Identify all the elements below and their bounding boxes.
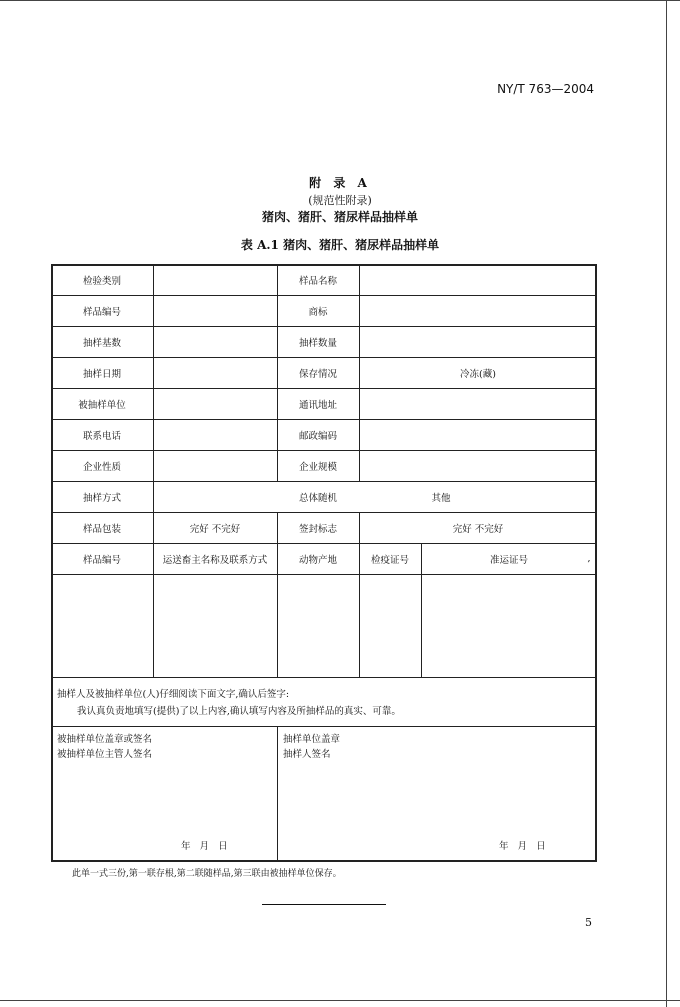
detail-header-transport-no: 准运证号 [489, 554, 528, 566]
row-6-right-label: 邮政编码 [298, 430, 337, 442]
appendix-subtitle: (规范性附录) [308, 194, 372, 207]
row-2-right-label: 商标 [308, 306, 328, 318]
row-4-right-value[interactable]: 冷冻(藏) [460, 368, 496, 380]
row-2-right-value[interactable] [359, 295, 597, 326]
row-5-right-label: 通讯地址 [298, 399, 337, 411]
detail-entry-origin[interactable] [277, 574, 359, 677]
end-rule [262, 904, 386, 905]
sampling-unit-seal[interactable]: 抽样单位盖章 [283, 734, 341, 745]
confirm-title: 抽样人及被抽样单位(人)仔细阅读下面文字,确认后签字: [57, 689, 290, 700]
row-5-value[interactable] [153, 388, 277, 419]
scan-edge-top [0, 0, 680, 1]
row-7-right-value[interactable] [359, 450, 597, 481]
detail-header-owner: 运送畜主名称及联系方式 [162, 554, 268, 566]
confirm-text: 我认真负责地填写(提供)了以上内容,确认填写内容及所抽样品的真实、可靠。 [77, 706, 401, 717]
scan-edge-bottom [0, 1000, 680, 1001]
row-1-right-value[interactable] [359, 264, 597, 295]
row-3-right-label: 抽样数量 [298, 337, 337, 349]
detail-entry-sample-no[interactable] [51, 574, 153, 677]
sampled-unit-seal[interactable]: 被抽样单位盖章或签名 [57, 734, 153, 745]
col-line [153, 481, 154, 512]
detail-header-origin: 动物产地 [298, 554, 337, 566]
document-code: NY/T 763—2004 [497, 82, 594, 96]
date-right[interactable]: 年 月 日 [499, 841, 546, 852]
appendix-name: 猪肉、猪肝、猪尿样品抽样单 [261, 210, 418, 224]
sampled-unit-manager-sign[interactable]: 被抽样单位主管人签名 [57, 749, 153, 760]
row-3-right-value[interactable] [359, 326, 597, 357]
detail-header-sample-no: 样品编号 [82, 554, 121, 566]
row-1-right-label: 样品名称 [298, 275, 337, 287]
row-4-label: 抽样日期 [82, 368, 121, 380]
row-6-value[interactable] [153, 419, 277, 450]
date-left[interactable]: 年 月 日 [181, 841, 228, 852]
appendix-title: 附 录 A [309, 176, 371, 190]
sampling-method-random[interactable]: 总体随机 [298, 492, 337, 504]
col-line [277, 726, 278, 862]
border-bottom [51, 860, 597, 862]
footer-note: 此单一式三份,第一联存根,第二联随样品,第三联由被抽样单位保存。 [72, 869, 342, 879]
table-caption: 表 A.1 猪肉、猪肝、猪尿样品抽样单 [240, 238, 440, 252]
row-1-value[interactable] [153, 264, 277, 295]
row-6-right-value[interactable] [359, 419, 597, 450]
row-5-right-value[interactable] [359, 388, 597, 419]
detail-entry-quarantine-no[interactable] [359, 574, 421, 677]
scan-edge-right [666, 0, 667, 1007]
row-7-right-label: 企业规模 [298, 461, 337, 473]
sampling-form [51, 264, 597, 862]
row-line [51, 677, 597, 678]
seal-value[interactable]: 完好 不完好 [452, 523, 504, 535]
row-1-label: 检验类别 [82, 275, 121, 287]
row-4-right-label: 保存情况 [298, 368, 337, 380]
seal-label: 签封标志 [298, 523, 337, 535]
detail-header-quarantine-no: 检疫证号 [370, 554, 409, 566]
row-2-label: 样品编号 [82, 306, 121, 318]
page-number: 5 [585, 916, 592, 929]
sampling-method-other[interactable]: 其他 [431, 492, 451, 504]
row-3-label: 抽样基数 [82, 337, 121, 349]
packaging-value[interactable]: 完好 不完好 [189, 523, 241, 535]
packaging-label: 样品包装 [82, 523, 121, 535]
sampler-sign[interactable]: 抽样人签名 [283, 749, 331, 760]
detail-entry-owner[interactable] [153, 574, 277, 677]
row-2-value[interactable] [153, 295, 277, 326]
row-7-value[interactable] [153, 450, 277, 481]
row-6-label: 联系电话 [82, 430, 121, 442]
detail-header-mark: , [587, 553, 591, 564]
row-3-value[interactable] [153, 326, 277, 357]
sampling-method-label: 抽样方式 [82, 492, 121, 504]
detail-entry-transport-no[interactable] [421, 574, 597, 677]
row-7-label: 企业性质 [82, 461, 121, 473]
row-5-label: 被抽样单位 [78, 399, 126, 411]
row-4-value[interactable] [153, 357, 277, 388]
row-line [51, 726, 597, 727]
